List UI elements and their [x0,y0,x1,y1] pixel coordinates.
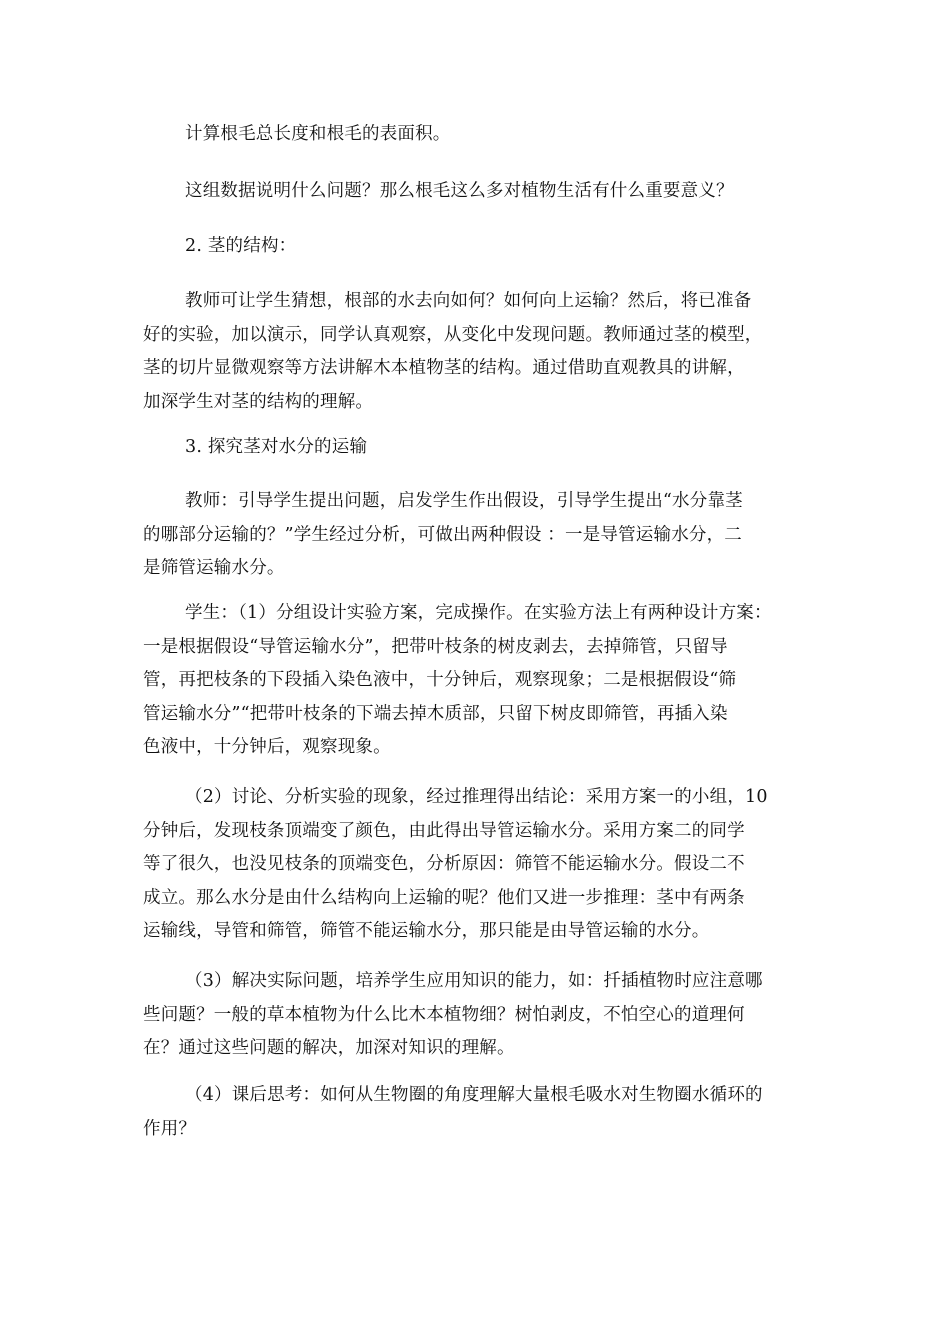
text-line: （4）课后思考：如何从生物圈的角度理解大量根毛吸水对生物圈水循环的 [185,1085,763,1105]
paragraph-data-question [143,175,813,209]
text-line: 运输线，导管和筛管，筛管不能运输水分，那只能是由导管运输的水分。 [143,921,710,941]
text-line: 好的实验，加以演示，同学认真观察，从变化中发现问题。教师通过茎的模型， [143,324,763,345]
text-line: 成立。那么水分是由什么结构向上运输的呢？他们又进一步推理：茎中有两条 [143,887,745,908]
text-line: 教师可让学生猜想，根部的水去向如何？如何向上运输？然后，将已准备 [185,291,752,311]
paragraph-root-hair-calculation [143,118,813,152]
text-line: 在？通过这些问题的解决，加深对知识的理解。 [143,1038,515,1058]
text-line: 管运输水分”“把带叶枝条的下端去掉木质部，只留下树皮即筛管，再插入染 [143,703,728,724]
text-line: 计算根毛总长度和根毛的表面积。 [185,124,451,144]
paragraph-discussion-conclusion [143,781,813,949]
text-line: 的哪部分运输的？”学生经过分析，可做出两种假设 ：一是导管运输水分，二 [143,524,743,545]
text-line: 一是根据假设“导管运输水分”，把带叶枝条的树皮剥去，去掉筛管，只留导 [143,636,728,657]
text-line: 等了很久，也没见枝条的顶端变色，分析原因：筛管不能运输水分。假设二不 [143,854,745,874]
text-line: 教师：引导学生提出问题，启发学生作出假设，引导学生提出“水分靠茎 [185,491,743,511]
paragraph-teacher-hypothesis [143,485,813,586]
text-line: 管，再把枝条的下段插入染色液中，十分钟后，观察现象；二是根据假设“筛 [143,670,737,690]
text-line: 加深学生对茎的结构的理解。 [143,391,374,412]
text-line: 分钟后，发现枝条顶端变了颜色，由此得出导管运输水分。采用方案二的同学 [143,820,745,841]
paragraph-teacher-guess [143,285,813,419]
text-line: （2）讨论、分析实验的现象，经过推理得出结论：采用方案一的小组，10 [185,787,768,807]
text-line: 学生：（1）分组设计实验方案，完成操作。在实验方法上有两种设计方案： [185,603,772,623]
section-heading-water-transport [143,431,813,465]
text-line: 这组数据说明什么问题？那么根毛这么多对植物生活有什么重要意义？ [185,181,734,201]
text-line: （3）解决实际问题，培养学生应用知识的能力，如：扦插植物时应注意哪 [185,971,763,991]
text-line: 是筛管运输水分。 [143,558,285,578]
paragraph-student-experiment [143,597,813,765]
section-heading-stem-structure [143,230,813,264]
text-line: 3. 探究茎对水分的运输 [185,437,368,457]
text-line: 茎的切片显微观察等方法讲解木本植物茎的结构。通过借助直观教具的讲解， [143,358,745,378]
text-line: 2. 茎的结构： [185,236,297,256]
text-line: 作用？ [143,1118,197,1139]
text-line: 色液中，十分钟后，观察现象。 [143,737,391,757]
paragraph-practical-problems [143,965,813,1066]
text-line: 些问题？一般的草本植物为什么比木本植物细？树怕剥皮，不怕空心的道理何 [143,1004,745,1025]
paragraph-after-class-thinking [143,1079,813,1146]
